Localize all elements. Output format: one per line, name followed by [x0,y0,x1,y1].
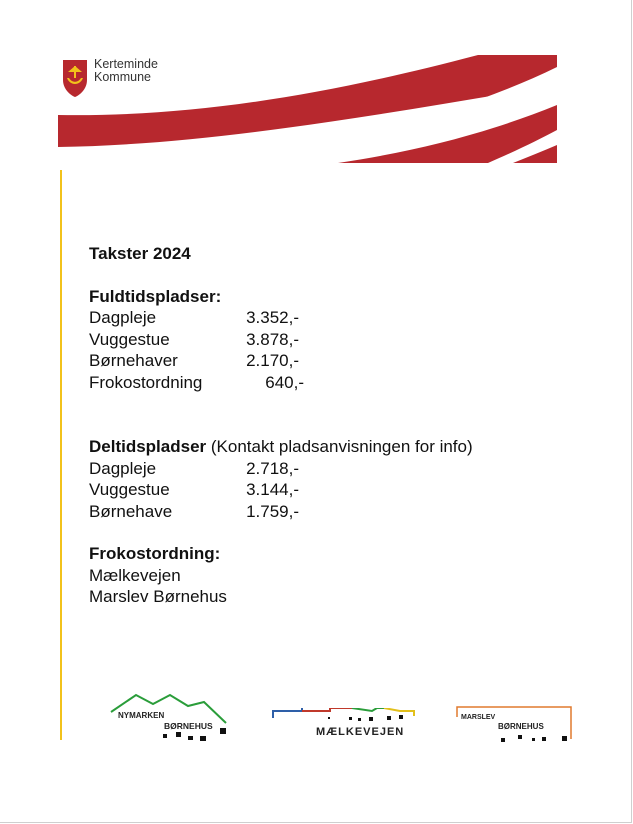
row-value: 3.878,- [246,329,299,349]
row-label: Frokostordning [89,372,203,392]
parttime-heading: Deltidspladser [89,437,207,456]
marslev-top-text: MARSLEV [461,714,496,721]
kommune-name [94,58,158,84]
footer-logos [0,690,633,750]
table-row [89,350,473,372]
list-item: Mælkevejen [89,565,181,585]
logo-line2: Kommune [94,70,151,84]
document-title: Takster 2024 [89,244,191,263]
nymarken-top-text: NYMARKEN [118,711,165,720]
list-item: Marslev Børnehus [89,587,227,606]
table-row [89,307,473,329]
row-label: Vuggestue [89,480,170,499]
fulltime-heading: Fuldtidspladser: [89,286,222,306]
nymarken-logo [108,690,233,745]
document-body [89,243,473,608]
kommune-logo [62,58,158,98]
row-label: Vuggestue [89,329,170,349]
row-value: 2.170,- [246,351,299,370]
lunch-heading: Frokostordning: [89,544,221,563]
spacer [89,393,473,436]
row-label: Dagpleje [89,458,157,478]
yellow-margin-line [60,170,62,740]
parttime-heading-line [89,436,473,458]
table-row [89,372,473,394]
table-row [89,501,473,523]
spacer [89,522,473,543]
nymarken-bottom-text: BØRNEHUS [164,721,213,731]
parttime-note: (Kontakt pladsanvisningen for info) [206,437,473,456]
row-label: Børnehave [89,501,173,521]
row-value: 1.759,- [246,501,299,521]
row-value: 640,- [265,372,304,392]
table-row [89,329,473,351]
logo-line1: Kerteminde [94,57,158,71]
row-value: 3.144,- [246,480,299,499]
row-label: Dagpleje [89,308,157,327]
coat-of-arms-icon [62,58,88,98]
maelkevejen-text: MÆLKEVEJEN [316,726,405,738]
row-label: Børnehaver [89,351,178,370]
marslev-logo [456,705,576,747]
table-row [89,458,473,480]
row-value: 2.718,- [246,458,299,478]
table-row [89,479,473,501]
marslev-bottom-text: BØRNEHUS [498,722,544,731]
row-value: 3.352,- [246,308,299,327]
maelkevejen-logo [272,708,417,748]
